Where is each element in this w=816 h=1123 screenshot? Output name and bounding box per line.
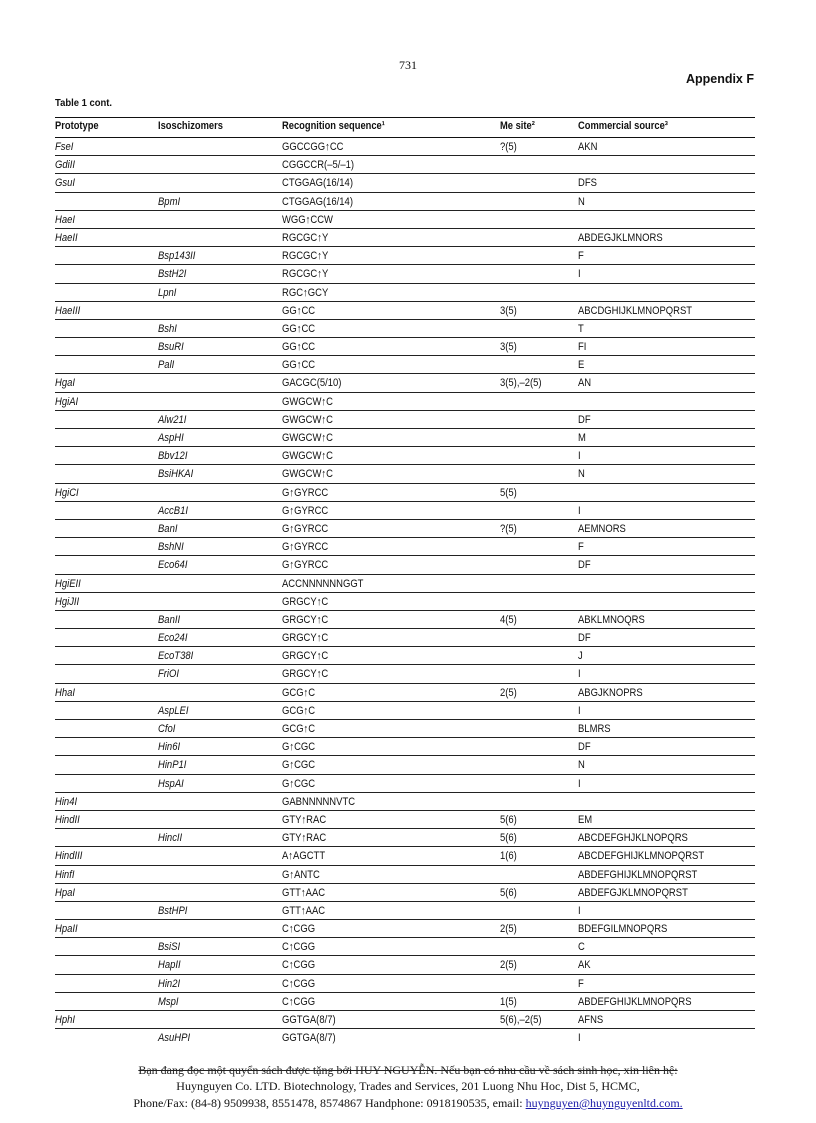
cell-recognition-sequence: WGG↑CCW bbox=[282, 213, 333, 226]
cell-recognition-sequence: GCG↑C bbox=[282, 686, 316, 699]
cell-me-site: 5(6),–2(5) bbox=[500, 1014, 542, 1026]
cell-prototype: HgiCI bbox=[55, 486, 79, 499]
cell-isoschizomer: BstH2I bbox=[158, 268, 187, 281]
table-row bbox=[55, 1011, 755, 1029]
cell-recognition-sequence: GGCCGG↑CC bbox=[282, 141, 344, 153]
cell-recognition-sequence: GGTGA(8/7) bbox=[282, 1032, 336, 1045]
cell-me-site: 1(5) bbox=[500, 995, 517, 1008]
appendix-title: Appendix F bbox=[685, 72, 754, 86]
table-row bbox=[55, 702, 755, 720]
cell-commercial-source: EM bbox=[578, 813, 593, 826]
cell-recognition-sequence: GWGCW↑C bbox=[282, 395, 333, 408]
cell-recognition-sequence: GG↑CC bbox=[282, 341, 316, 354]
cell-isoschizomer: FriOI bbox=[158, 668, 180, 681]
cell-isoschizomer: HincII bbox=[158, 832, 183, 845]
cell-isoschizomer: Hin2I bbox=[158, 977, 181, 990]
cell-commercial-source: I bbox=[578, 450, 581, 463]
cell-isoschizomer: AspHI bbox=[158, 432, 184, 444]
cell-commercial-source: BDEFGILMNOPQRS bbox=[578, 923, 668, 936]
cell-recognition-sequence: G↑GYRCC bbox=[282, 559, 329, 572]
cell-commercial-source: F bbox=[578, 541, 584, 554]
cell-me-site: 4(5) bbox=[500, 613, 517, 626]
table-row bbox=[55, 938, 755, 956]
table-row bbox=[55, 665, 755, 683]
cell-isoschizomer: BshNI bbox=[158, 541, 184, 554]
cell-recognition-sequence: GRGCY↑C bbox=[282, 650, 329, 663]
table-row bbox=[55, 356, 755, 374]
cell-commercial-source: DFS bbox=[578, 177, 597, 190]
table-row bbox=[55, 465, 755, 483]
table-row bbox=[55, 193, 755, 211]
table-row bbox=[55, 629, 755, 647]
cell-commercial-source: ABCDGHIJKLMNOPQRST bbox=[578, 304, 693, 317]
table-row bbox=[55, 484, 755, 502]
table-row bbox=[55, 738, 755, 756]
cell-recognition-sequence: G↑CGC bbox=[282, 759, 316, 772]
footer-phone: Phone/Fax: (84-8) 9509938, 8551478, 8574867 Handphone: 0918190535, email: bbox=[133, 1096, 526, 1110]
cell-recognition-sequence: GRGCY↑C bbox=[282, 668, 329, 681]
cell-commercial-source: BLMRS bbox=[578, 723, 611, 735]
cell-commercial-source: I bbox=[578, 777, 581, 790]
header-me-site: Me site² bbox=[500, 120, 535, 132]
cell-me-site: 3(5) bbox=[500, 341, 517, 354]
cell-recognition-sequence: C↑CGG bbox=[282, 995, 316, 1008]
cell-commercial-source: F bbox=[578, 977, 584, 990]
cell-isoschizomer: Bbv12I bbox=[158, 450, 188, 463]
cell-recognition-sequence: G↑GYRCC bbox=[282, 522, 329, 535]
cell-recognition-sequence: CTGGAG(16/14) bbox=[282, 177, 353, 190]
table-row bbox=[55, 302, 755, 320]
header-recognition-sequence: Recognition sequence¹ bbox=[282, 120, 385, 132]
table-row bbox=[55, 429, 755, 447]
cell-isoschizomer: Hin6I bbox=[158, 741, 181, 754]
cell-isoschizomer: Bsp143II bbox=[158, 250, 196, 263]
header-prototype: Prototype bbox=[55, 120, 99, 132]
table-row bbox=[55, 320, 755, 338]
cell-recognition-sequence: C↑CGG bbox=[282, 977, 316, 990]
cell-commercial-source: AFNS bbox=[578, 1014, 604, 1026]
cell-commercial-source: DF bbox=[578, 413, 591, 426]
table-row bbox=[55, 829, 755, 847]
cell-commercial-source: AKN bbox=[578, 141, 598, 153]
cell-recognition-sequence: GTT↑AAC bbox=[282, 886, 326, 899]
cell-prototype: HindII bbox=[55, 813, 80, 826]
cell-commercial-source: ABKLMNOQRS bbox=[578, 613, 645, 626]
cell-isoschizomer: AccB1I bbox=[158, 504, 188, 517]
cell-recognition-sequence: GTY↑RAC bbox=[282, 813, 327, 826]
footer-notice: Bạn đang đọc một quyển sách được tặng bởi HUY NGUYỄN. Nếu bạn có nhu cầu về sách sinh học, xin liên hệ: bbox=[138, 1063, 678, 1077]
cell-recognition-sequence: GRGCY↑C bbox=[282, 632, 329, 645]
cell-isoschizomer: Alw21I bbox=[158, 413, 187, 426]
cell-prototype: HpaII bbox=[55, 923, 78, 936]
cell-prototype: HaeII bbox=[55, 231, 78, 244]
cell-commercial-source: I bbox=[578, 1032, 581, 1045]
table-row bbox=[55, 720, 755, 738]
table-row bbox=[55, 847, 755, 865]
cell-recognition-sequence: GCG↑C bbox=[282, 723, 316, 735]
cell-prototype: HaeIII bbox=[55, 304, 81, 317]
cell-recognition-sequence: G↑CGC bbox=[282, 777, 316, 790]
table-row bbox=[55, 775, 755, 793]
cell-recognition-sequence: GTT↑AAC bbox=[282, 904, 326, 917]
table-row bbox=[55, 538, 755, 556]
cell-recognition-sequence: G↑GYRCC bbox=[282, 486, 329, 499]
cell-commercial-source: N bbox=[578, 468, 585, 481]
cell-isoschizomer: HapII bbox=[158, 959, 181, 972]
table-row bbox=[55, 247, 755, 265]
cell-recognition-sequence: RGCGC↑Y bbox=[282, 250, 329, 263]
table-row bbox=[55, 575, 755, 593]
table-row bbox=[55, 756, 755, 774]
cell-isoschizomer: EcoT38I bbox=[158, 650, 194, 663]
cell-recognition-sequence: GWGCW↑C bbox=[282, 413, 333, 426]
cell-commercial-source: ABGJKNOPRS bbox=[578, 686, 643, 699]
cell-prototype: HindIII bbox=[55, 850, 83, 863]
cell-commercial-source: I bbox=[578, 904, 581, 917]
cell-me-site: 2(5) bbox=[500, 923, 517, 936]
cell-me-site: 5(6) bbox=[500, 832, 517, 845]
cell-me-site: 3(5),–2(5) bbox=[500, 377, 542, 390]
cell-isoschizomer: HinP1I bbox=[158, 759, 187, 772]
header-isoschizomers: Isoschizomers bbox=[158, 120, 223, 132]
cell-commercial-source: ABCDEFGHJKLNOPQRS bbox=[578, 832, 688, 845]
cell-commercial-source: I bbox=[578, 268, 581, 281]
table-row bbox=[55, 556, 755, 574]
cell-isoschizomer: BanI bbox=[158, 522, 178, 535]
cell-isoschizomer: Eco64I bbox=[158, 559, 188, 572]
table-row bbox=[55, 156, 755, 174]
cell-recognition-sequence: GCG↑C bbox=[282, 704, 316, 717]
cell-recognition-sequence: CGGCCR(–5/–1) bbox=[282, 159, 355, 172]
cell-isoschizomer: BanII bbox=[158, 613, 181, 626]
table-row bbox=[55, 884, 755, 902]
cell-me-site: ?(5) bbox=[500, 141, 517, 153]
cell-recognition-sequence: GRGCY↑C bbox=[282, 595, 329, 608]
cell-me-site: 5(5) bbox=[500, 486, 517, 499]
table-row bbox=[55, 411, 755, 429]
cell-prototype: HgiAI bbox=[55, 395, 79, 408]
cell-isoschizomer: BsiSI bbox=[158, 941, 181, 954]
cell-isoschizomer: BsiHKAI bbox=[158, 468, 194, 481]
cell-commercial-source: FI bbox=[578, 341, 587, 354]
cell-recognition-sequence: GGTGA(8/7) bbox=[282, 1014, 336, 1026]
cell-prototype: HgiJII bbox=[55, 595, 80, 608]
cell-commercial-source: DF bbox=[578, 559, 591, 572]
table-row bbox=[55, 793, 755, 811]
partial-table-row bbox=[55, 1029, 755, 1043]
table-row bbox=[55, 647, 755, 665]
cell-prototype: HphI bbox=[55, 1014, 75, 1026]
table-row bbox=[55, 284, 755, 302]
cell-recognition-sequence: G↑GYRCC bbox=[282, 504, 329, 517]
cell-commercial-source: ABCDEFGHIJKLMNOPQRST bbox=[578, 850, 705, 863]
cell-recognition-sequence: GRGCY↑C bbox=[282, 613, 329, 626]
cell-commercial-source: I bbox=[578, 704, 581, 717]
cell-recognition-sequence: GG↑CC bbox=[282, 359, 316, 372]
cell-commercial-source: F bbox=[578, 250, 584, 263]
cell-commercial-source: ABDEFGHIJKLMNOPQRS bbox=[578, 995, 692, 1008]
cell-commercial-source: C bbox=[578, 941, 585, 954]
footer-email-link[interactable]: huynguyen@huynguyenltd.com. bbox=[525, 1096, 683, 1110]
page-number: 731 bbox=[399, 58, 417, 72]
table-body bbox=[55, 138, 755, 1029]
table-row bbox=[55, 447, 755, 465]
table-row bbox=[55, 374, 755, 392]
cell-prototype: FseI bbox=[55, 141, 74, 153]
cell-recognition-sequence: C↑CGG bbox=[282, 959, 316, 972]
cell-isoschizomer: CfoI bbox=[158, 723, 176, 735]
cell-recognition-sequence: GWGCW↑C bbox=[282, 432, 333, 444]
cell-me-site: 3(5) bbox=[500, 304, 517, 317]
cell-commercial-source: DF bbox=[578, 741, 591, 754]
cell-isoschizomer: PalI bbox=[158, 359, 175, 372]
table-row bbox=[55, 975, 755, 993]
table-row bbox=[55, 684, 755, 702]
cell-me-site: 5(6) bbox=[500, 886, 517, 899]
cell-prototype: GsuI bbox=[55, 177, 75, 190]
table-row bbox=[55, 211, 755, 229]
table-row bbox=[55, 902, 755, 920]
table-row bbox=[55, 338, 755, 356]
cell-commercial-source: E bbox=[578, 359, 585, 372]
cell-recognition-sequence: RGCGC↑Y bbox=[282, 231, 329, 244]
cell-commercial-source: AK bbox=[578, 959, 591, 972]
header-commercial-source: Commercial source³ bbox=[578, 120, 668, 132]
cell-commercial-source: DF bbox=[578, 632, 591, 645]
table-row bbox=[55, 393, 755, 411]
table-row bbox=[55, 174, 755, 192]
cell-prototype: Hin4I bbox=[55, 795, 78, 808]
cell-me-site: 1(6) bbox=[500, 850, 517, 863]
cell-recognition-sequence: G↑GYRCC bbox=[282, 541, 329, 554]
cell-recognition-sequence: GG↑CC bbox=[282, 304, 316, 317]
cell-recognition-sequence: GACGC(5/10) bbox=[282, 377, 342, 390]
footer-contact bbox=[0, 1096, 816, 1111]
table-header bbox=[55, 117, 755, 138]
table-row bbox=[55, 811, 755, 829]
cell-recognition-sequence: GTY↑RAC bbox=[282, 832, 327, 845]
footer-address: Huynguyen Co. LTD. Biotechnology, Trades and Services, 201 Luong Nhu Hoc, Dist 5, HCMC, bbox=[176, 1079, 640, 1093]
cell-isoschizomer: AspLEI bbox=[158, 704, 189, 717]
cell-isoschizomer: BpmI bbox=[158, 195, 181, 208]
cell-isoschizomer: AsuHPI bbox=[158, 1032, 191, 1045]
cell-commercial-source: ABDEFGHIJKLMNOPQRST bbox=[578, 868, 698, 881]
cell-me-site: 2(5) bbox=[500, 959, 517, 972]
cell-commercial-source: J bbox=[578, 650, 583, 663]
cell-recognition-sequence: ACCNNNNNNGGT bbox=[282, 577, 364, 590]
table-row bbox=[55, 138, 755, 156]
table-row bbox=[55, 866, 755, 884]
cell-isoschizomer: Eco24I bbox=[158, 632, 188, 645]
cell-me-site: 5(6) bbox=[500, 813, 517, 826]
cell-prototype: HaeI bbox=[55, 213, 75, 226]
cell-isoschizomer: BsuRI bbox=[158, 341, 184, 354]
cell-recognition-sequence: G↑ANTC bbox=[282, 868, 320, 881]
cell-recognition-sequence: A↑AGCTT bbox=[282, 850, 326, 863]
cell-commercial-source: I bbox=[578, 504, 581, 517]
table-row bbox=[55, 956, 755, 974]
cell-recognition-sequence: GG↑CC bbox=[282, 322, 316, 335]
cell-isoschizomer: MspI bbox=[158, 995, 179, 1008]
cell-prototype: GdiII bbox=[55, 159, 75, 172]
table-caption: Table 1 cont. bbox=[55, 97, 113, 109]
cell-recognition-sequence: GABNNNNNVTC bbox=[282, 795, 356, 808]
table-row bbox=[55, 611, 755, 629]
cell-prototype: HhaI bbox=[55, 686, 75, 699]
cell-isoschizomer: LpnI bbox=[158, 286, 177, 299]
cell-recognition-sequence: GWGCW↑C bbox=[282, 450, 333, 463]
enzyme-table bbox=[55, 117, 755, 1043]
cell-commercial-source: N bbox=[578, 195, 585, 208]
cell-prototype: HgaI bbox=[55, 377, 75, 390]
cell-commercial-source: N bbox=[578, 759, 585, 772]
table-row bbox=[55, 520, 755, 538]
cell-prototype: HinfI bbox=[55, 868, 75, 881]
cell-recognition-sequence: CTGGAG(16/14) bbox=[282, 195, 353, 208]
cell-me-site: 2(5) bbox=[500, 686, 517, 699]
cell-commercial-source: ABDEGJKLMNORS bbox=[578, 231, 663, 244]
cell-isoschizomer: BstHPI bbox=[158, 904, 188, 917]
cell-me-site: ?(5) bbox=[500, 522, 517, 535]
cell-recognition-sequence: RGCGC↑Y bbox=[282, 268, 329, 281]
cell-isoschizomer: BshI bbox=[158, 322, 177, 335]
table-row bbox=[55, 265, 755, 283]
cell-recognition-sequence: C↑CGG bbox=[282, 941, 316, 954]
table-row bbox=[55, 920, 755, 938]
cell-recognition-sequence: RGC↑GCY bbox=[282, 286, 329, 299]
cell-commercial-source: T bbox=[578, 322, 584, 335]
table-row bbox=[55, 229, 755, 247]
cell-commercial-source: M bbox=[578, 432, 586, 444]
cell-isoschizomer: HspAI bbox=[158, 777, 184, 790]
cell-recognition-sequence: G↑CGC bbox=[282, 741, 316, 754]
cell-commercial-source: I bbox=[578, 668, 581, 681]
cell-commercial-source: AEMNORS bbox=[578, 522, 626, 535]
cell-commercial-source: AN bbox=[578, 377, 592, 390]
table-row bbox=[55, 993, 755, 1011]
table-row bbox=[55, 502, 755, 520]
cell-prototype: HpaI bbox=[55, 886, 75, 899]
cell-prototype: HgiEII bbox=[55, 577, 81, 590]
cell-commercial-source: ABDEFGJKLMNOPQRST bbox=[578, 886, 688, 899]
cell-recognition-sequence: C↑CGG bbox=[282, 923, 316, 936]
table-row bbox=[55, 593, 755, 611]
cell-recognition-sequence: GWGCW↑C bbox=[282, 468, 333, 481]
